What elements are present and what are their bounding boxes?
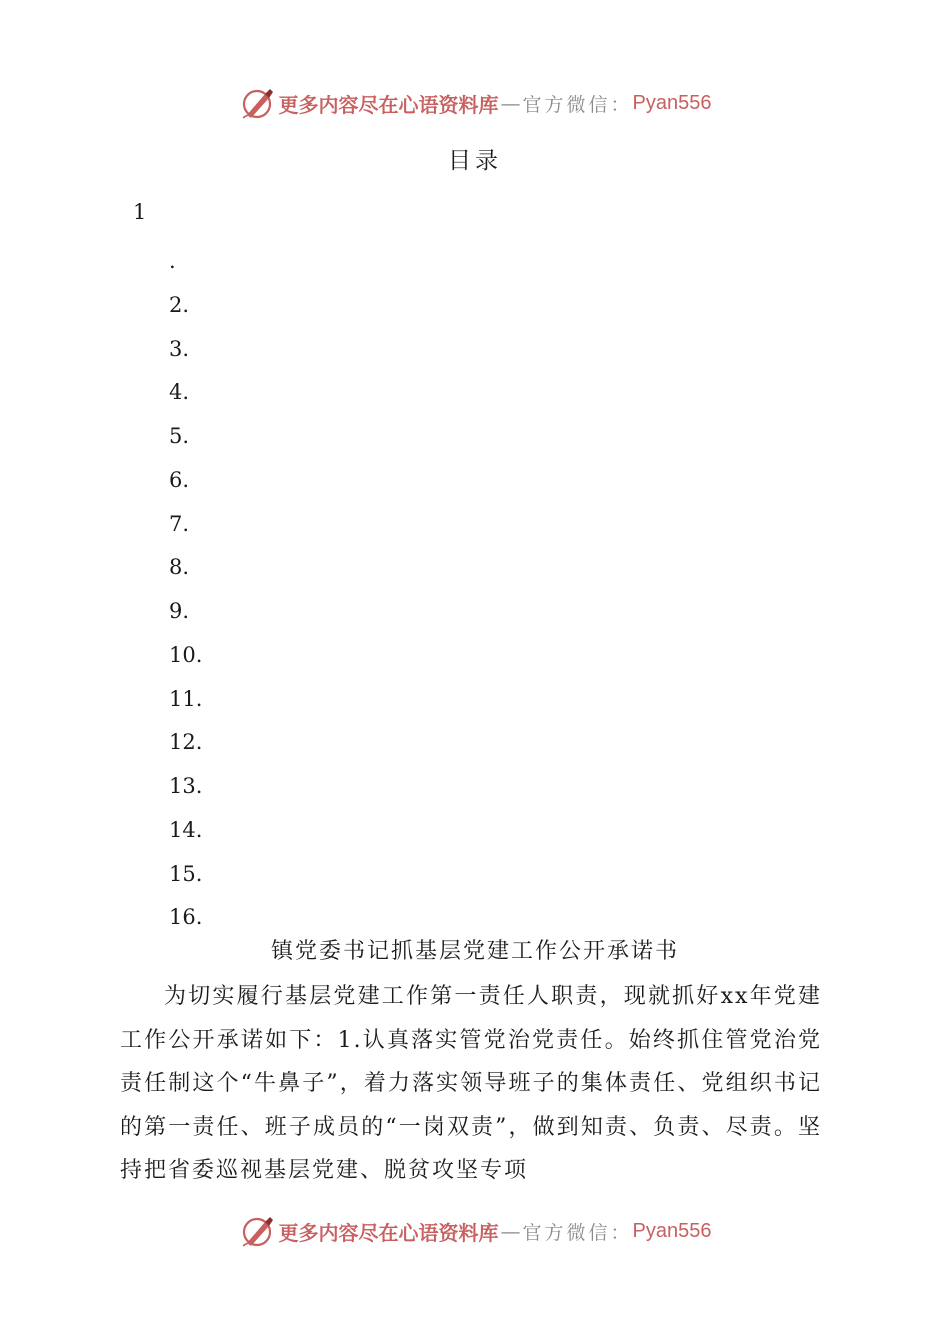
toc-item: 10. [169,642,203,667]
toc-list [169,240,202,940]
banner-official-label: 官方微信： [522,1221,633,1244]
toc-item: 13. [169,774,203,798]
pen-logo-icon [239,85,275,121]
toc-item: 16. [169,905,203,930]
toc-item: 12. [169,730,203,755]
toc-item: 7. [169,511,190,536]
pen-logo-icon [239,1213,275,1249]
banner-wechat-id: Pyan556 [632,1219,712,1242]
toc-title: 目录 [448,148,502,174]
toc-item: 3. [169,336,190,361]
toc-item: 14. [169,817,203,842]
toc-item: 9. [169,599,190,623]
document-paragraph: 为切实履行基层党建工作第一责任人职责，现就抓好xx年党建工作公开承诺如下：1.认真落实管党治党责任。始终抓住管党治党责任制这个“牛鼻子”，着力落实领导班子的集体责任、党组织书记的第一责任、班子成员的“一岗双责”，做到知责、负责、尽责。坚持把省委巡视基层党建、脱贫攻坚专项 [120,984,822,1183]
banner-dash: — [500,1219,521,1243]
banner-slogan: 更多内容尽在心语资料库 [278,1220,499,1245]
toc-item: 2. [169,292,190,317]
toc-item: . [169,249,176,273]
toc-item: 15. [169,861,203,886]
toc-first-number: 1 [133,200,147,224]
toc-item: 4. [169,380,190,405]
banner-dash: — [500,91,521,115]
banner-wechat-id: Pyan556 [632,91,712,114]
toc-item: 11. [169,686,203,711]
banner-slogan: 更多内容尽在心语资料库 [278,92,499,117]
footer-banner [0,1211,950,1251]
toc-item: 6. [169,467,190,492]
header-banner [0,83,950,123]
toc-item: 8. [169,555,190,580]
document-title: 镇党委书记抓基层党建工作公开承诺书 [270,939,679,964]
toc-item: 5. [169,424,190,448]
banner-official-label: 官方微信： [522,93,633,116]
